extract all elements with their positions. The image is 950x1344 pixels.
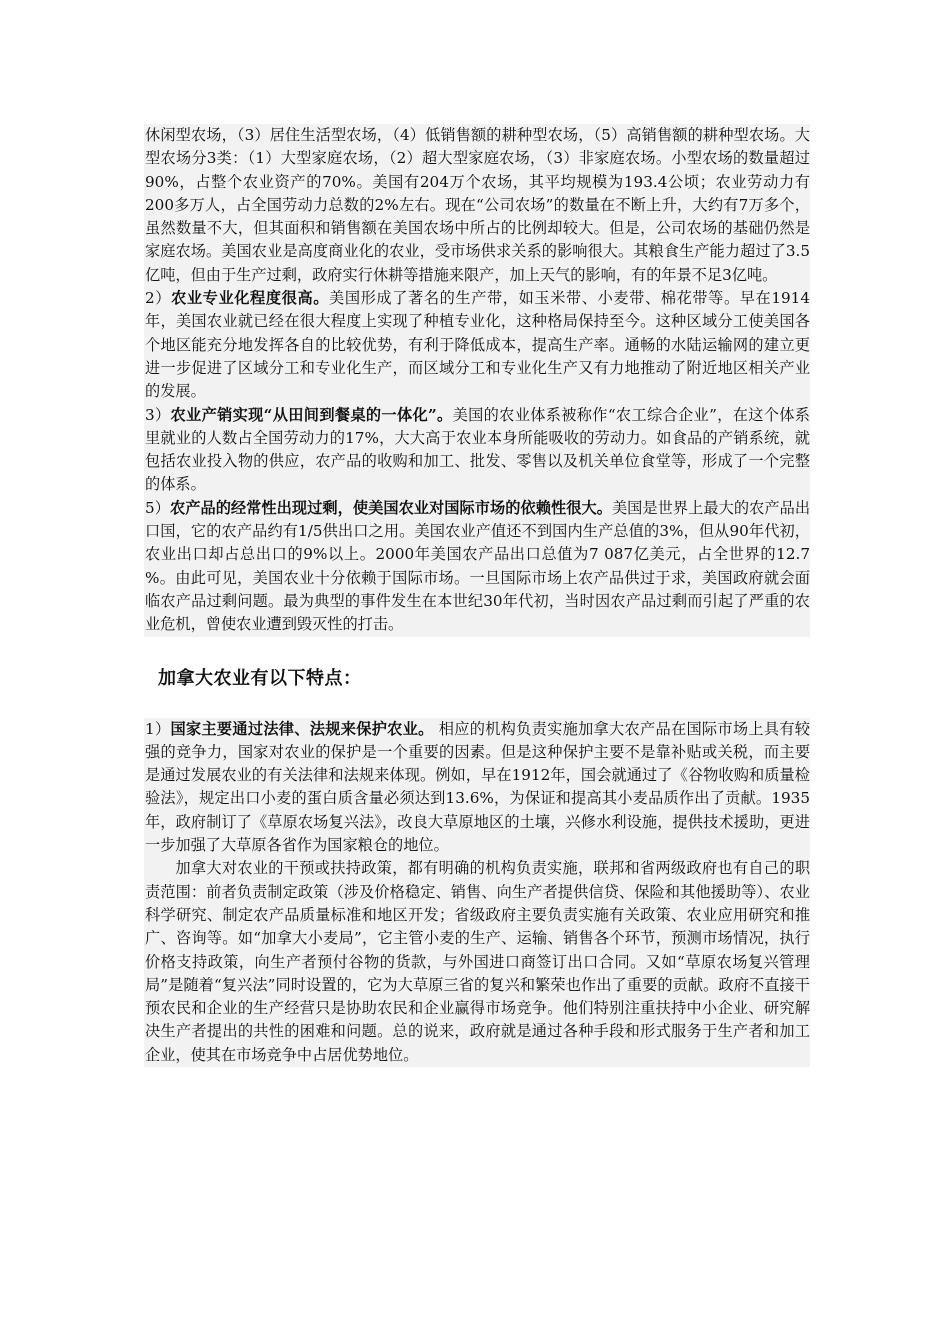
item-body: 美国是世界上最大的农产品出口国，它的农产品约有1/5供出口之用。美国农业产值还不到国内生产总值的3%，但从90年代初，农业出口却占总出口的9%以上。2000年美国农产品出口总值为7 087亿美元，占全世界的12.7 %。由此可见，美国农业十分依赖于国际市场。一旦国际市场上农产品供过于求，美国政府就会面临农产品过剩问题。最为典型的事件发生在本世纪30年代初，当时因农产品过剩而引起了严重的农业危机，曾使农业遭到毁灭性的打击。 [145, 498, 811, 634]
canada-policy-paragraph: 加拿大对农业的干预或扶持政策，都有明确的机构负责实施，联邦和省两级政府也有自己的职责范围：前者负责制定政策（涉及价格稳定、销售、向生产者提供信贷、保险和其他援助等）、农业科学研究、制定农产品质量标准和地区开发；省级政府主要负责实施有关政策、农业应用研究和推广、咨询等。如“加拿大小麦局”，它主管小麦的生产、运输、销售各个环节，预测市场情况，执行价格支持政策，向生产者预付谷物的货款，与外国进口商签订出口合同。又如“草原农场复兴管理局”是随着“复兴法”同时设置的，它为大草原三省的复兴和繁荣也作出了重要的贡献。政府不直接干预农民和企业的生产经营只是协助农民和企业赢得市场竞争。他们特别注重扶持中小企业、研究解决生产者提出的共性的困难和问题。总的说来，政府就是通过各种手段和形式服务于生产者和加工企业，使其在市场竞争中占居优势地位。 [145, 859, 810, 1064]
canada-agriculture-section [144, 718, 810, 1067]
us-agriculture-section [144, 124, 810, 637]
us-specialization-paragraph [145, 287, 810, 403]
item-number: 5） [145, 498, 170, 517]
item-number: 3） [145, 405, 171, 424]
us-integration-paragraph [145, 404, 810, 497]
item-number: 1） [145, 719, 171, 738]
document-page [144, 124, 810, 1067]
item-title: 农业专业化程度很高。 [171, 289, 330, 308]
canada-section-heading: 加拿大农业有以下特点： [158, 667, 362, 689]
item-title: 国家主要通过法律、法规来保护农业。 [170, 719, 434, 738]
item-number: 2） [145, 289, 172, 308]
us-farm-types-paragraph: 休闲型农场，（3）居住生活型农场，（4）低销售额的耕种型农场，（5）高销售额的耕种型农场。大型农场分3类：（1）大型家庭农场，（2）超大型家庭农场，（3）非家庭农场。小型农场的数量超过90%，占整个农业资产的70%。美国有204万个农场，其平均规模为193.4公顷；农业劳动力有200多万人，占全国劳动力总数的2%左右。现在“公司农场”的数量在不断上升，大约有7万多个，虽然数量不大，但其面积和销售额在美国农场中所占的比例却较大。但是，公司农场的基础仍然是家庭农场。美国农业是高度商业化的农业，受市场供求关系的影响很大。其粮食生产能力超过了3.5亿吨，但由于生产过剩，政府实行休耕等措施来限产，加上天气的影响，有的年景不足3亿吨。 [145, 126, 810, 284]
item-body: 美国的农业体系被称作“农工综合企业”，在这个体系里就业的人数占全国劳动力的17%，大大高于农业本身所能吸收的劳动力。如食品的产销系统，就包括农业投入物的供应，农产品的收购和加工、批发、零售以及机关单位食堂等，形成了一个完整的体系。 [145, 405, 810, 494]
item-title: 农业产销实现“从田间到餐桌的一体化”。 [170, 405, 453, 424]
us-surplus-paragraph [145, 497, 810, 637]
canada-law-paragraph [145, 718, 810, 858]
item-title: 农产品的经常性出现过剩，使美国农业对国际市场的依赖性很大。 [169, 498, 612, 517]
item-body: 美国形成了著名的生产带，如玉米带、小麦带、棉花带等。早在1914年，美国农业就已经在很大程度上实现了种植专业化，这种格局保持至今。这种区域分工使美国各个地区能充分地发挥各自的比较优势，有利于降低成本，提高生产率。通畅的水陆运输网的建立更进一步促进了区域分工和专业化生产，而区域分工和专业化生产又有力地推动了附近地区相关产业的发展。 [145, 289, 810, 401]
item-body: 相应的机构负责实施加拿大农产品在国际市场上具有较强的竞争力，国家对农业的保护是一个重要的因素。但是这种保护主要不是靠补贴或关税，而主要是通过发展农业的有关法律和法规来体现。例如，早在1912年，国会就通过了《谷物收购和质量检验法》，规定出口小麦的蛋白质含量必须达到13.6%，为保证和提高其小麦品质作出了贡献。1935年，政府制订了《草原农场复兴法》，改良大草原地区的土壤，兴修水利设施，提供技术援助，更进一步加强了大草原各省作为国家粮仓的地位。 [145, 719, 810, 855]
